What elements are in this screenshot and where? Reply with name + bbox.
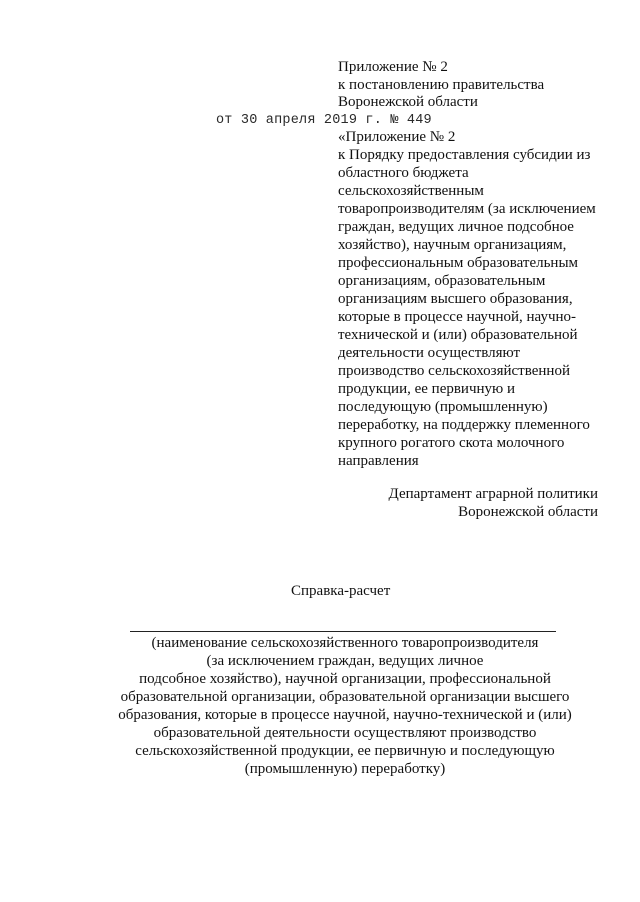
name-caption-line: подсобное хозяйство), научной организации, профессиональной — [139, 671, 551, 687]
inner-appendix-title: «Приложение № 2 — [338, 129, 456, 145]
inner-appendix-line: профессиональным образовательным — [338, 255, 579, 271]
inner-appendix-line: крупного рогатого скота молочного — [338, 435, 565, 451]
inner-appendix-line: организациям, образовательным — [338, 273, 546, 289]
inner-appendix-line: граждан, ведущих личное подсобное — [338, 219, 574, 235]
inner-appendix-line: направления — [338, 453, 419, 469]
inner-appendix-line: технической и (или) образовательной — [338, 327, 578, 343]
name-caption-line: (промышленную) переработку) — [244, 761, 446, 777]
inner-appendix-line: переработку, на поддержку племенного — [338, 417, 590, 433]
department-name: Департамент аграрной политики — [388, 486, 598, 502]
name-caption-line: образования, которые в процессе научной, научно-технической и (или) — [118, 707, 572, 723]
inner-appendix-line: которые в процессе научной, научно- — [338, 309, 577, 325]
inner-appendix-line: сельскохозяйственным — [338, 183, 484, 199]
name-caption-line: образовательной организации, образовательной организации высшего — [120, 689, 570, 705]
inner-appendix-line: последующую (промышленную) — [338, 399, 548, 415]
name-blank-line — [130, 631, 556, 632]
inner-appendix-line: организациям высшего образования, — [338, 291, 573, 307]
appendix-title: Приложение № 2 — [338, 59, 448, 75]
department-region: Воронежской области — [458, 504, 598, 520]
inner-appendix-line: хозяйство), научным организациям, — [338, 237, 567, 253]
name-caption-line: сельскохозяйственной продукции, ее первичную и последующую — [135, 743, 555, 759]
inner-appendix-line: деятельности осуществляют — [338, 345, 521, 361]
document-title: Справка-расчет — [291, 583, 391, 599]
resolution-reference: к постановлению правительства — [338, 77, 545, 93]
inner-appendix-line: продукции, ее первичную и — [338, 381, 516, 397]
inner-appendix-line: производство сельскохозяйственной — [338, 363, 570, 379]
inner-appendix-line: к Порядку предоставления субсидии из — [338, 147, 591, 163]
name-caption-line: образовательной деятельности осуществляют производство — [153, 725, 537, 741]
inner-appendix-line: областного бюджета — [338, 165, 469, 181]
region-name: Воронежской области — [338, 94, 478, 110]
name-caption-line: (за исключением граждан, ведущих личное — [206, 653, 484, 669]
inner-appendix-line: товаропроизводителям (за исключением — [338, 201, 596, 217]
name-caption-line: (наименование сельскохозяйственного товаропроизводителя — [151, 635, 539, 651]
resolution-date-number: от 30 апреля 2019 г. № 449 — [216, 113, 432, 128]
